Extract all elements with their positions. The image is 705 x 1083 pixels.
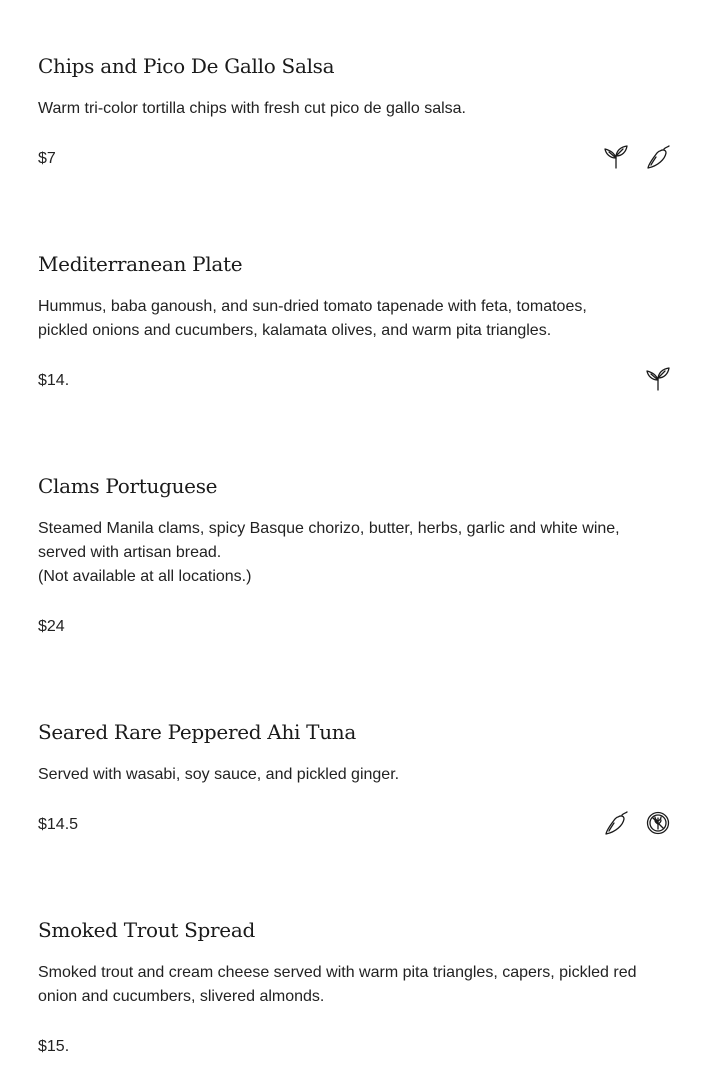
price-row [38, 369, 670, 395]
menu-item [38, 251, 670, 389]
price-row [38, 147, 670, 173]
item-title: Mediterranean Plate [38, 252, 243, 276]
vegetarian-sprout-icon [604, 144, 628, 170]
item-description: Smoked trout and cream cheese served with warm pita triangles, capers, pickled red onion and cucumbers, slivered almonds. [38, 964, 637, 1005]
dietary-icons [604, 144, 670, 170]
dietary-icons [604, 810, 670, 836]
menu-item [38, 53, 670, 167]
item-title: Clams Portuguese [38, 474, 218, 498]
vegetarian-sprout-icon [646, 366, 670, 392]
item-price: $7 [38, 150, 56, 167]
item-description: Warm tri-color tortilla chips with fresh cut pico de gallo salsa. [38, 100, 466, 117]
price-row [38, 1035, 670, 1061]
dietary-icons [646, 366, 670, 392]
menu-item [38, 473, 670, 635]
item-price: $15. [38, 1038, 70, 1055]
price-row [38, 813, 670, 839]
item-price: $14. [38, 372, 70, 389]
menu-item [38, 719, 670, 833]
item-description: Served with wasabi, soy sauce, and pickled ginger. [38, 766, 400, 783]
item-title: Seared Rare Peppered Ahi Tuna [38, 720, 357, 744]
gluten-free-icon [646, 810, 670, 836]
item-price: $24 [38, 618, 65, 635]
spicy-pepper-icon [646, 144, 670, 170]
item-description: Steamed Manila clams, spicy Basque chorizo, butter, herbs, garlic and white wine, served with artisan bread. (Not available at all locations.) [38, 520, 620, 585]
spicy-pepper-icon [604, 810, 628, 836]
item-price: $14.5 [38, 816, 79, 833]
item-description: Hummus, baba ganoush, and sun-dried tomato tapenade with feta, tomatoes, pickled onions and cucumbers, kalamata olives, and warm pita triangles. [38, 298, 587, 339]
item-title: Chips and Pico De Gallo Salsa [38, 54, 335, 78]
menu-item [38, 917, 670, 1055]
item-title: Smoked Trout Spread [38, 918, 255, 942]
price-row [38, 615, 670, 641]
